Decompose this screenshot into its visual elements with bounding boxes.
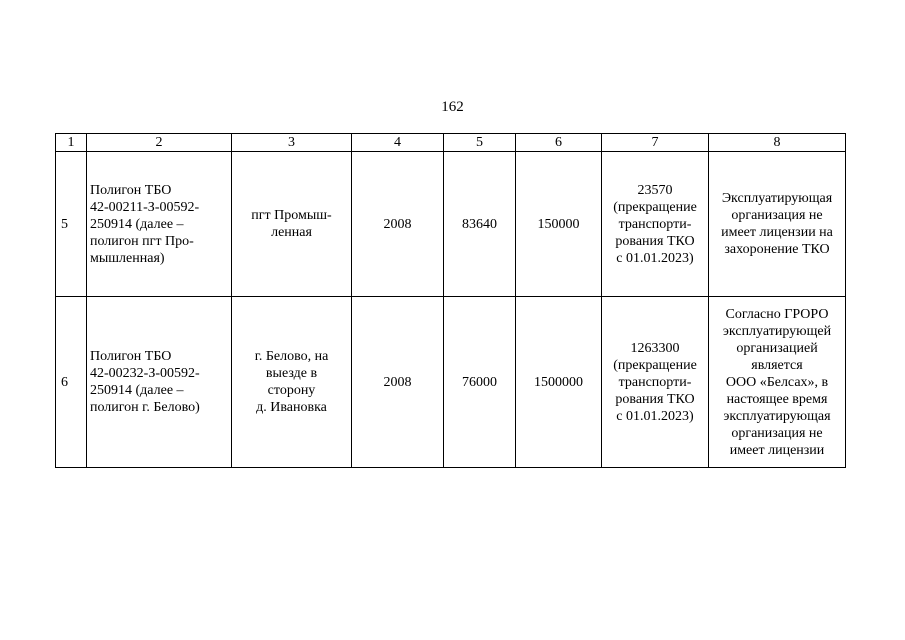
header-cell: 6 <box>516 134 602 152</box>
header-cell: 2 <box>87 134 232 152</box>
col5-cell: 76000 <box>444 297 516 468</box>
table-row <box>56 297 846 468</box>
header-cell: 5 <box>444 134 516 152</box>
header-cell: 8 <box>709 134 846 152</box>
col5-cell: 83640 <box>444 152 516 297</box>
location-cell: пгт Промыш- ленная <box>232 152 352 297</box>
landfill-name-cell: Полигон ТБО 42-00211-З-00592- 250914 (далее – полигон пгт Про- мышленная) <box>87 152 232 297</box>
col7-cell: 23570 (прекращение транспорти- рования ТКО с 01.01.2023) <box>602 152 709 297</box>
year-cell: 2008 <box>352 297 444 468</box>
header-cell: 7 <box>602 134 709 152</box>
page-number: 162 <box>441 99 464 115</box>
header-row <box>56 134 846 152</box>
location-cell: г. Белово, на выезде в сторону д. Ивановка <box>232 297 352 468</box>
col8-cell: Согласно ГРОРО эксплуатирующей организацией является ООО «Белсах», в настоящее время эксплуатирующая организация не имеет лицензии <box>709 297 846 468</box>
col8-cell: Эксплуатирующая организация не имеет лицензии на захоронение ТКО <box>709 152 846 297</box>
header-cell: 1 <box>56 134 87 152</box>
col7-cell: 1263300 (прекращение транспорти- рования ТКО с 01.01.2023) <box>602 297 709 468</box>
landfill-table <box>55 133 846 468</box>
header-cell: 3 <box>232 134 352 152</box>
col6-cell: 150000 <box>516 152 602 297</box>
col6-cell: 1500000 <box>516 297 602 468</box>
landfill-name-cell: Полигон ТБО 42-00232-З-00592- 250914 (далее – полигон г. Белово) <box>87 297 232 468</box>
table-row <box>56 152 846 297</box>
header-cell: 4 <box>352 134 444 152</box>
row-number-cell: 5 <box>56 152 87 297</box>
row-number-cell: 6 <box>56 297 87 468</box>
year-cell: 2008 <box>352 152 444 297</box>
